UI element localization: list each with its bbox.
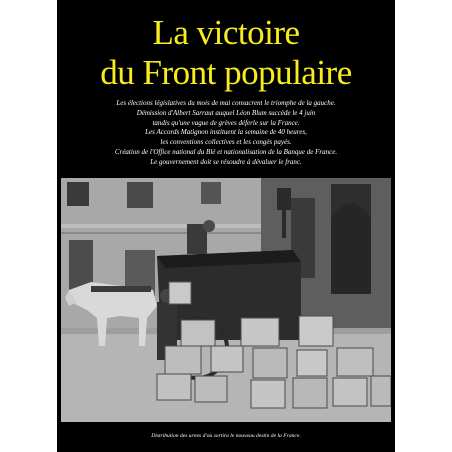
intro-line: Les Accords Matignon instituent la semaine de 40 heures, [145,128,307,137]
intro-line: Le gouvernement doit se résoudre à dévaluer le franc. [150,157,302,166]
intro-text [67,99,385,168]
intro-line: Création de l'Office national du Blé et nationalisation de la Banque de France. [114,147,338,156]
document-page [57,0,395,452]
title-line-1: La victoire [152,13,300,52]
photograph-illustration [61,178,391,422]
title-line-2: du Front populaire [100,53,352,92]
intro-line: tandis qu'une vague de grèves déferle sur la France. [152,118,300,127]
photo-caption: Distribution des urnes d'où sortira le nouveau destin de la France. [151,433,301,439]
intro-line: les conventions collectives et les congés payés. [160,138,292,147]
intro-line: Les élections législatives du mois de mai consacrent le triomphe de la gauche. [116,99,336,107]
intro-line: Démission d'Albert Sarraut auquel Léon Blum succède le 4 juin [136,108,316,117]
historic-photograph [61,178,391,422]
